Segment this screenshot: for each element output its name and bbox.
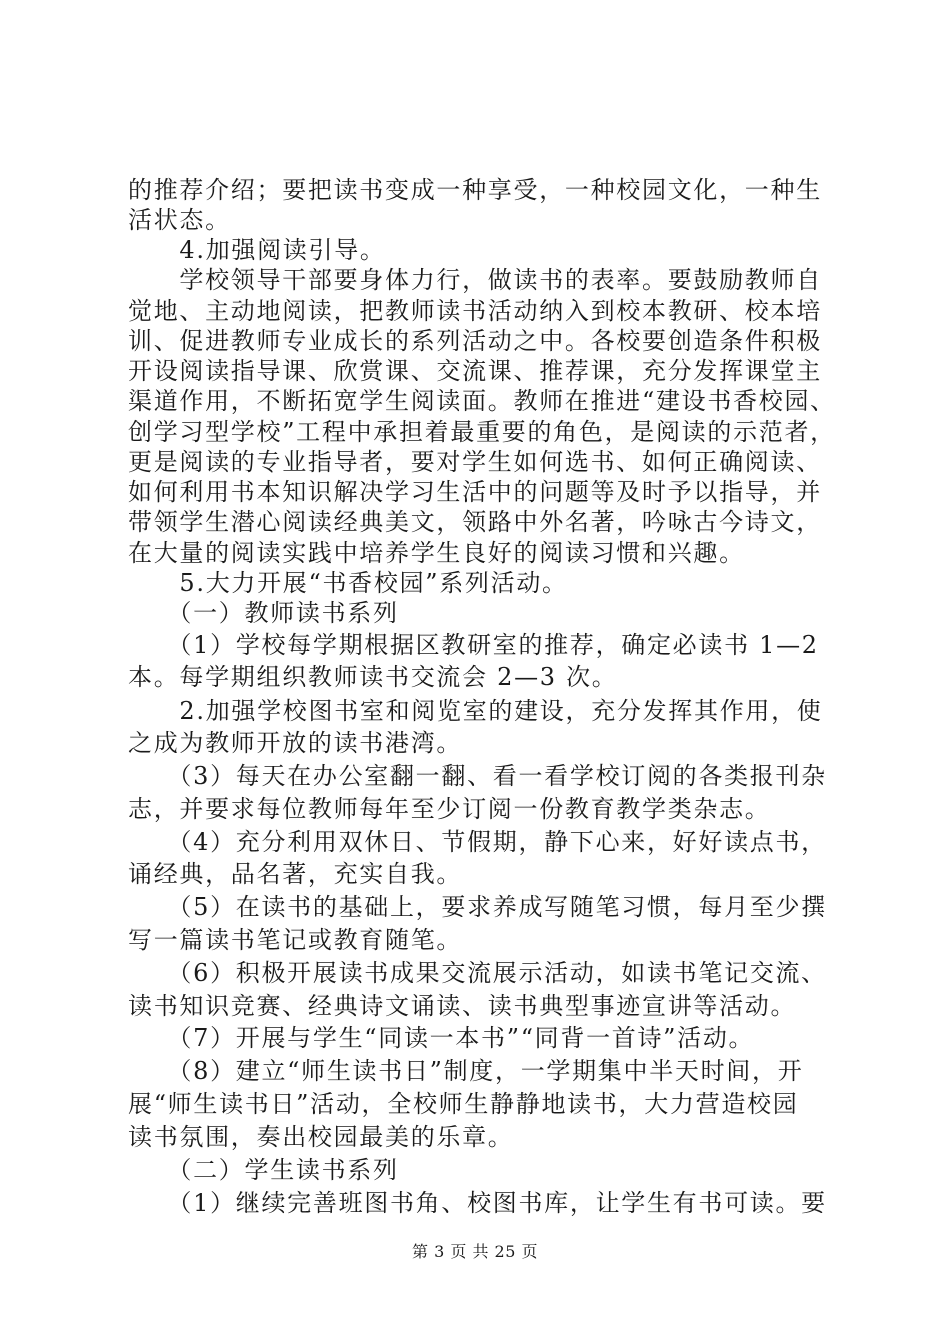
- body-text-line: 觉地、主动地阅读，把教师读书活动纳入到校本教研、校本培: [128, 297, 822, 325]
- body-text-line: 渠道作用，不断拓宽学生阅读面。教师在推进“建设书香校园、: [128, 387, 836, 415]
- body-text-line: 展“师生读书日”活动，全校师生静静地读书，大力营造校园: [128, 1090, 799, 1118]
- body-text-line: （5）在读书的基础上，要求养成写随笔习惯，每月至少撰: [128, 893, 827, 921]
- body-text-line: 志，并要求每位教师每年至少订阅一份教育教学类杂志。: [128, 795, 771, 823]
- subsection-heading: （二）学生读书系列: [128, 1156, 399, 1184]
- body-text-line: （3）每天在办公室翻一翻、看一看学校订阅的各类报刊杂: [128, 762, 827, 790]
- body-text-line: 写一篇读书笔记或教育随笔。: [128, 926, 463, 954]
- body-text-line: 读书氛围，奏出校园最美的乐章。: [128, 1123, 514, 1151]
- body-text-line: 之成为教师开放的读书港湾。: [128, 729, 463, 757]
- section-heading: 5.大力开展“书香校园”系列活动。: [128, 569, 568, 597]
- body-text-line: （1）继续完善班图书角、校图书库，让学生有书可读。要: [128, 1189, 827, 1217]
- body-text-line: 诵经典，品名著，充实自我。: [128, 860, 463, 888]
- body-text-line: 创学习型学校”工程中承担着最重要的角色，是阅读的示范者，: [128, 418, 836, 446]
- body-text-line: 如何利用书本知识解决学习生活中的问题等及时予以指导，并: [128, 478, 822, 506]
- body-text-line: 带领学生潜心阅读经典美文，领路中外名著，吟咏古今诗文，: [128, 508, 822, 536]
- body-text-line: （4）充分利用双休日、节假期，静下心来，好好读点书，: [128, 828, 827, 856]
- body-text-line: 训、促进教师专业成长的系列活动之中。各校要创造条件积极: [128, 327, 822, 355]
- section-heading: 4.加强阅读引导。: [128, 236, 386, 264]
- body-text-line: （8）建立“师生读书日”制度，一学期集中半天时间，开: [128, 1057, 804, 1085]
- page-number-footer: 第 3 页 共 25 页: [412, 1242, 538, 1261]
- body-text-line: 本。每学期组织教师读书交流会 2—3 次。: [128, 663, 618, 691]
- subsection-heading: （一）教师读书系列: [128, 599, 399, 627]
- body-text-line: 开设阅读指导课、欣赏课、交流课、推荐课，充分发挥课堂主: [128, 357, 822, 385]
- body-text-line: （7）开展与学生“同读一本书”“同背一首诗”活动。: [128, 1024, 755, 1052]
- body-text-line: 更是阅读的专业指导者，要对学生如何选书、如何正确阅读、: [128, 448, 822, 476]
- body-text-line: 活状态。: [128, 206, 231, 234]
- body-text-line: 学校领导干部要身体力行，做读书的表率。要鼓励教师自: [128, 266, 822, 294]
- body-text-line: 的推荐介绍；要把读书变成一种享受，一种校园文化，一种生: [128, 176, 822, 204]
- body-text-line: （6）积极开展读书成果交流展示活动，如读书笔记交流、: [128, 959, 827, 987]
- body-text-line: 读书知识竞赛、经典诗文诵读、读书典型事迹宣讲等活动。: [128, 992, 797, 1020]
- body-text-line: （1）学校每学期根据区教研室的推荐，确定必读书 1—2: [128, 631, 819, 659]
- body-text-line: 2.加强学校图书室和阅览室的建设，充分发挥其作用，使: [128, 697, 823, 725]
- body-text-line: 在大量的阅读实践中培养学生良好的阅读习惯和兴趣。: [128, 539, 745, 567]
